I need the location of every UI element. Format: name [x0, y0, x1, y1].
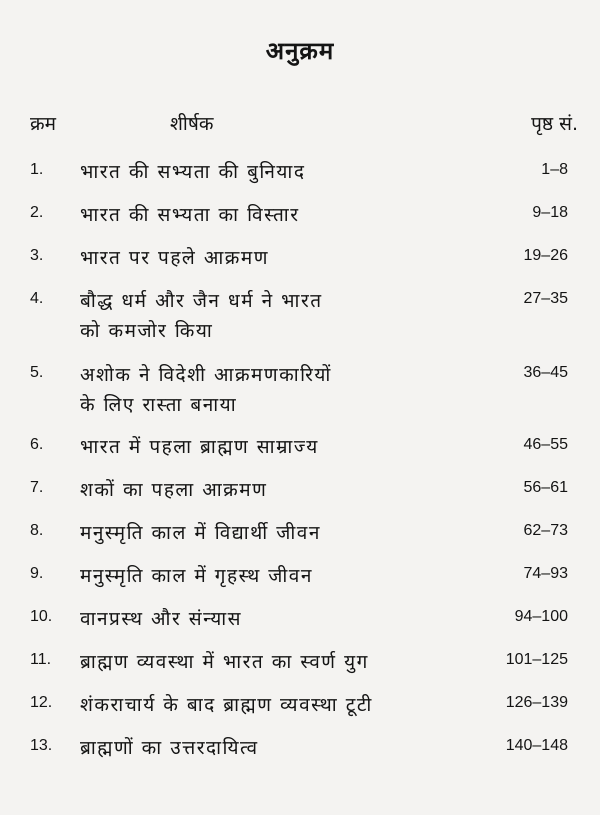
toc-page-range: 126–139	[505, 694, 568, 711]
toc-number: 1.	[30, 161, 44, 178]
toc-page-range: 101–125	[505, 651, 568, 668]
toc-title	[80, 286, 460, 346]
toc-page-range: 9–18	[532, 204, 568, 221]
toc-title-line: ब्राह्मण व्यवस्था में भारत का स्वर्ण युग	[80, 651, 369, 673]
toc-title	[80, 432, 460, 462]
toc-title-line: ब्राह्मणों का उत्तरदायित्व	[80, 737, 259, 759]
toc-number: 3.	[30, 247, 44, 264]
toc-title	[80, 243, 460, 273]
column-header	[0, 110, 600, 140]
toc-page-range: 56–61	[523, 479, 568, 496]
page-title: अनुक्रम	[265, 37, 335, 65]
toc-title-line: मनुस्मृति काल में गृहस्थ जीवन	[80, 565, 313, 587]
toc-title	[80, 604, 460, 634]
toc-title-line: शंकराचार्य के बाद ब्राह्मण व्यवस्था टूटी	[80, 694, 373, 716]
toc-title	[80, 360, 460, 420]
toc-number: 6.	[30, 436, 44, 453]
toc-page-range: 27–35	[523, 290, 568, 307]
toc-number: 2.	[30, 204, 44, 221]
toc-number: 4.	[30, 290, 44, 307]
toc-title	[80, 733, 460, 763]
toc-page-range: 62–73	[523, 522, 568, 539]
toc-title-line: भारत पर पहले आक्रमण	[80, 247, 269, 269]
toc-title	[80, 200, 460, 230]
toc-title-line: शकों का पहला आक्रमण	[80, 479, 268, 501]
toc-title	[80, 518, 460, 548]
toc-title-line: अशोक ने विदेशी आक्रमणकारियों	[80, 364, 332, 386]
toc-title-line: के लिए रास्ता बनाया	[80, 394, 238, 416]
column-header-page: पृष्ठ सं.	[531, 113, 578, 135]
toc-title-line: वानप्रस्थ और संन्यास	[80, 608, 243, 630]
toc-number: 12.	[30, 694, 53, 711]
toc-title-line: भारत की सभ्यता का विस्तार	[80, 204, 300, 226]
toc-page-range: 140–148	[505, 737, 568, 754]
toc-number: 9.	[30, 565, 44, 582]
toc-number: 10.	[30, 608, 53, 625]
toc-number: 11.	[30, 651, 52, 668]
toc-title-line: को कमजोर किया	[80, 320, 214, 342]
toc-title	[80, 561, 460, 591]
toc-number: 8.	[30, 522, 44, 539]
toc-title-line: बौद्ध धर्म और जैन धर्म ने भारत	[80, 290, 323, 312]
toc-page-range: 46–55	[523, 436, 568, 453]
toc-title	[80, 690, 460, 720]
toc-page-range: 74–93	[523, 565, 568, 582]
toc-page-range: 19–26	[523, 247, 568, 264]
toc-title	[80, 647, 460, 677]
toc-title	[80, 157, 460, 187]
toc-title	[80, 475, 460, 505]
toc-title-line: भारत की सभ्यता की बुनियाद	[80, 161, 306, 183]
toc-title-line: भारत में पहला ब्राह्मण साम्राज्य	[80, 436, 319, 458]
column-header-title: शीर्षक	[170, 113, 214, 135]
toc-number: 13.	[30, 737, 53, 754]
toc-number: 5.	[30, 364, 44, 381]
toc-page-range: 36–45	[523, 364, 568, 381]
column-header-number: क्रम	[30, 113, 56, 135]
toc-title-line: मनुस्मृति काल में विद्यार्थी जीवन	[80, 522, 321, 544]
toc-page-range: 94–100	[514, 608, 568, 625]
toc-page-range: 1–8	[541, 161, 568, 178]
toc-number: 7.	[30, 479, 44, 496]
